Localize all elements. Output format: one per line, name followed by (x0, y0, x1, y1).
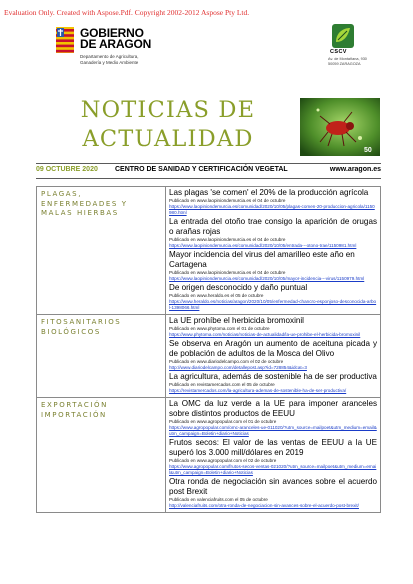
news-title: De origen desconocido y daño puntual (169, 283, 308, 292)
cscv-address: Av. de Montañana, 930 50059 ZARAGOZA (328, 57, 367, 66)
section-items (166, 187, 380, 314)
news-item (169, 283, 377, 311)
brand-name: GOBIERNO DE ARAGON (80, 26, 152, 51)
center-name: CENTRO DE SANIDAD Y CERTIFICACIÓN VEGETAL (115, 166, 288, 173)
news-link[interactable]: https://www.heraldo.es/noticias/aragon/2020/10/05/enfermedad-chancro-esponjoso-desconocida-arbol-1398066.html (169, 299, 377, 310)
aragon-flag-icon (56, 27, 74, 53)
page-title: NOTICIAS DE ACTUALIDAD (80, 97, 256, 152)
news-title: Se observa en Aragón un aumento de aceituna picada y de población de adultos de la Mosca del Olivo (169, 339, 377, 358)
news-item (169, 188, 377, 216)
news-link[interactable]: http://www.diariodelcampo.com/detallepost.asp?id=728854&idcat=3 (169, 365, 307, 370)
news-title: La agricultura, además de sostenible ha de ser productiva (169, 372, 377, 381)
issue-date: 09 OCTUBRE 2020 (36, 166, 98, 173)
news-publication: Publicado en www.laopiniondemurcia.es el 04 de octubre (169, 198, 286, 203)
news-title: Otra ronda de negociación sin avances sobre el acuerdo post Brexit (169, 477, 377, 496)
news-link[interactable]: https://www.laopiniondemurcia.es/comunidad/2020/10/05/entrada---otono-trae/1150981.html (169, 243, 357, 248)
news-title: La entrada del otoño trae consigo la aparición de orugas o arañas rojas (169, 217, 377, 236)
section-items (166, 315, 380, 397)
news-item (169, 316, 377, 338)
news-title: La OMC da luz verde a la UE para imponer aranceles sobre distintos productos de EEUU (169, 399, 377, 418)
section-category: EXPORTACIÓN IMPORTACIÓN (37, 398, 166, 512)
news-publication: Publicado en www.heraldo.es el 05 de octubre (169, 293, 264, 298)
news-publication: Publicado en valenciafruits.com el 05 de octubre (169, 497, 268, 502)
cscv-acronym: CSCV (330, 49, 347, 55)
cscv-logo (326, 24, 386, 72)
news-publication: Publicado en www.laopiniondemurcia.es el 04 de octubre (169, 270, 286, 275)
news-title: Las plagas 'se comen' el 20% de la producción agrícola (169, 188, 369, 197)
news-link[interactable]: https://www.laopiniondemurcia.es/comunidad/2020/10/05/mayor-incidencia---virus/1150979.html (169, 276, 365, 281)
news-publication: Publicado en www.diariodelcampo.com el 02 de octubre (169, 359, 284, 364)
section-category: FITOSANITARIOS BIOLÓGICOS (37, 315, 166, 397)
gobierno-aragon-logo (56, 25, 196, 69)
news-link[interactable]: https://www.phytoma.com/noticias/noticias-de-actualidad/la-ue-prohibe-el-herbicida-bromoxinil (169, 332, 361, 337)
news-section (37, 398, 380, 512)
evaluation-watermark: Evaluation Only. Created with Aspose.Pdf. Copyright 2002-2012 Aspose Pty Ltd. (4, 8, 250, 17)
news-publication: Publicado en www.laopiniondemurcia.es el 04 de octubre (169, 237, 286, 242)
header-rule-bottom (36, 178, 381, 179)
insect-on-leaf-photo (300, 98, 380, 156)
news-item (169, 438, 377, 476)
news-title: Mayor incidencia del virus del amarilleo este año en Cartagena (169, 250, 355, 269)
header-rule-top (36, 163, 381, 164)
section-category: PLAGAS, ENFERMEDADES Y MALAS HIERBAS (37, 187, 166, 314)
news-link[interactable]: https://revistamercados.com/la-agricultura-ademas-de-sostenible-ha-de-ser-productiva/ (169, 388, 347, 393)
news-publication: Publicado en revistamercados.com el 05 de octubre (169, 382, 275, 387)
news-publication: Publicado en www.agropopular.com el 01 de octubre (169, 419, 277, 424)
news-item (169, 372, 377, 394)
news-item (169, 477, 377, 509)
news-section (37, 315, 380, 398)
news-item (169, 217, 377, 249)
site-url[interactable]: www.aragon.es (329, 166, 381, 173)
news-item (169, 339, 377, 371)
department-name: Departamento de Agricultura, Ganadería y Medio Ambiente (80, 54, 139, 65)
photo-badge: 50 (364, 147, 372, 154)
dateline (36, 166, 381, 177)
news-link[interactable]: https://www.laopiniondemurcia.es/comunidad/2020/10/05/plagas-comen-20-produccion-agricola/1150980.html (169, 204, 375, 215)
news-link[interactable]: http://valenciafruits.com/otra-ronda-de-negociacion-sin-avances-sobre-el-acuerdo-post-brexit/ (169, 503, 359, 508)
news-table (36, 186, 381, 513)
news-item (169, 250, 377, 282)
cscv-emblem-icon (332, 24, 354, 48)
section-items (166, 398, 380, 512)
news-link[interactable]: https://www.agropopular.com/omc-aranceles-ue-011020/?utm_source=mailpoet&utm_medium=email&utm_campaign=Boletin+diario+Noticias (169, 425, 377, 436)
news-publication: Publicado en www.phytoma.com el 01 de octubre (169, 326, 270, 331)
news-title: La UE prohíbe el herbicida bromoxinil (169, 316, 304, 325)
news-title: Frutos secos: El valor de las ventas de EEUU a la UE superó los 3.000 mill/dólares en 2019 (169, 438, 377, 457)
news-publication: Publicado en www.agropopular.com el 02 de octubre (169, 458, 277, 463)
news-section (37, 187, 380, 315)
news-link[interactable]: https://www.agropopular.com/frutos-secos-ventas-021020/?utm_source=mailpoet&utm_medium=email&utm_campaign=Boletin+diario+Noticias (169, 464, 377, 475)
news-item (169, 399, 377, 437)
